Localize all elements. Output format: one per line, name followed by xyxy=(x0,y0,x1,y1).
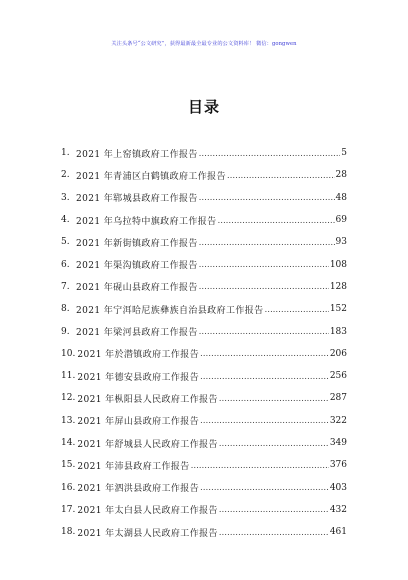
toc-entry[interactable] xyxy=(61,209,347,231)
toc-dot-leader xyxy=(191,461,329,470)
toc-entry[interactable] xyxy=(61,432,347,454)
toc-entry[interactable] xyxy=(61,276,347,298)
toc-entry[interactable] xyxy=(61,387,347,409)
toc-entry-number: 8. xyxy=(61,304,70,315)
toc-dot-leader xyxy=(200,349,329,358)
toc-entry-page-number: 28 xyxy=(335,170,347,181)
toc-entry-page-number: 128 xyxy=(329,281,347,292)
toc-entry-page-number: 322 xyxy=(329,415,347,426)
toc-entry[interactable] xyxy=(61,521,347,543)
toc-entry-title: 2021 年沛县政府工作报告 xyxy=(77,461,190,472)
toc-entry-page-number: 93 xyxy=(335,237,347,248)
toc-entry-title: 2021 年屏山县政府工作报告 xyxy=(77,417,200,428)
toc-entry-title: 2021 年德安县政府工作报告 xyxy=(77,372,200,383)
toc-entry-number: 12. xyxy=(61,393,76,404)
toc-dot-leader xyxy=(199,238,335,247)
toc-entry[interactable] xyxy=(61,410,347,432)
toc-dot-leader xyxy=(200,416,329,425)
toc-entry[interactable] xyxy=(61,187,347,209)
toc-dot-leader xyxy=(218,216,335,225)
toc-dot-leader xyxy=(219,528,329,537)
toc-entry-number: 15. xyxy=(61,460,76,471)
toc-entry-page-number: 69 xyxy=(335,215,347,226)
toc-entry-number: 10. xyxy=(61,348,76,359)
toc-dot-leader xyxy=(219,394,329,403)
toc-entry-number: 4. xyxy=(61,215,70,226)
toc-entry-page-number: 432 xyxy=(329,504,347,515)
toc-entry-page-number: 256 xyxy=(329,371,347,382)
toc-entry-title: 2021 年砚山县政府工作报告 xyxy=(76,283,198,294)
toc-entry-number: 16. xyxy=(61,482,76,493)
toc-entry-number: 2. xyxy=(61,170,70,181)
toc-entry-page-number: 108 xyxy=(329,259,347,270)
toc-entry-page-number: 5 xyxy=(341,148,347,159)
toc-entry-page-number: 403 xyxy=(329,482,347,493)
toc-entry-title: 2021 年渠沟镇政府工作报告 xyxy=(76,261,198,272)
toc-entry-page-number: 183 xyxy=(329,326,347,337)
toc-entry-title: 2021 年泗洪县政府工作报告 xyxy=(77,484,200,495)
toc-entry-title: 2021 年宁洱哈尼族彝族自治县政府工作报告 xyxy=(76,305,264,316)
toc-entry[interactable] xyxy=(61,164,347,186)
toc-entry-title: 2021 年郓城县政府工作报告 xyxy=(76,194,198,205)
toc-dot-leader xyxy=(200,372,329,381)
toc-entry-number: 11. xyxy=(61,371,76,382)
toc-dot-leader xyxy=(219,439,329,448)
table-of-contents xyxy=(61,142,347,543)
toc-dot-leader xyxy=(200,483,329,492)
toc-entry-title: 2021 年梁河县政府工作报告 xyxy=(76,328,198,339)
toc-dot-leader xyxy=(199,260,329,269)
toc-dot-leader xyxy=(227,171,335,180)
toc-entry-page-number: 349 xyxy=(329,438,347,448)
toc-entry[interactable] xyxy=(61,142,347,164)
toc-entry-title: 2021 年太湖县人民政府工作报告 xyxy=(77,528,218,539)
toc-entry-title: 2021 年舒城县人民政府工作报告 xyxy=(77,439,218,450)
toc-entry-page-number: 461 xyxy=(329,527,347,538)
toc-entry[interactable] xyxy=(61,454,347,476)
toc-entry-title: 2021 年上窑镇政府工作报告 xyxy=(76,149,198,160)
toc-dot-leader xyxy=(219,505,329,514)
toc-entry-number: 17. xyxy=(61,504,76,515)
toc-entry[interactable] xyxy=(61,298,347,320)
toc-entry-number: 3. xyxy=(61,192,70,203)
toc-entry-number: 1. xyxy=(61,148,70,159)
toc-entry-page-number: 287 xyxy=(329,393,347,404)
toc-entry[interactable] xyxy=(61,320,347,342)
toc-entry-title: 2021 年枞阳县人民政府工作报告 xyxy=(77,394,218,405)
toc-dot-leader xyxy=(265,305,329,314)
toc-entry-page-number: 376 xyxy=(329,460,347,471)
toc-entry[interactable] xyxy=(61,253,347,275)
header-note: 关注头条号“公文研究”，获得最新最全最专业的公文资料库！ 微信：gongwen​ xyxy=(111,41,297,47)
toc-entry[interactable] xyxy=(61,231,347,253)
toc-entry-number: 5. xyxy=(61,237,70,248)
toc-entry[interactable] xyxy=(61,499,347,521)
toc-entry-page-number: 48 xyxy=(335,192,347,203)
toc-dot-leader xyxy=(199,193,335,202)
toc-entry-page-number: 152 xyxy=(329,304,347,315)
toc-entry-number: 7. xyxy=(61,281,70,292)
toc-entry-page-number: 206 xyxy=(329,348,347,359)
page-title: 目录 xyxy=(187,98,220,116)
toc-entry-number: 13. xyxy=(61,415,76,426)
toc-entry-title: 2021 年乌拉特中旗政府工作报告 xyxy=(76,216,217,227)
toc-dot-leader xyxy=(199,149,340,158)
toc-entry-number: 9. xyxy=(61,326,70,337)
toc-dot-leader xyxy=(199,327,329,336)
toc-entry-number: 6. xyxy=(61,259,70,270)
toc-dot-leader xyxy=(199,282,329,291)
toc-entry-number: 18. xyxy=(61,527,76,538)
toc-entry[interactable] xyxy=(61,476,347,498)
toc-entry-title: 2021 年青浦区白鹤镇政府工作报告 xyxy=(76,171,226,182)
toc-entry[interactable] xyxy=(61,343,347,365)
toc-entry-number: 14. xyxy=(61,438,76,448)
toc-entry-title: 2021 年太白县人民政府工作报告 xyxy=(77,506,218,517)
toc-entry-title: 2021 年於潜镇政府工作报告 xyxy=(77,350,200,361)
toc-entry-title: 2021 年新街镇政府工作报告 xyxy=(76,238,198,249)
toc-entry[interactable] xyxy=(61,365,347,387)
